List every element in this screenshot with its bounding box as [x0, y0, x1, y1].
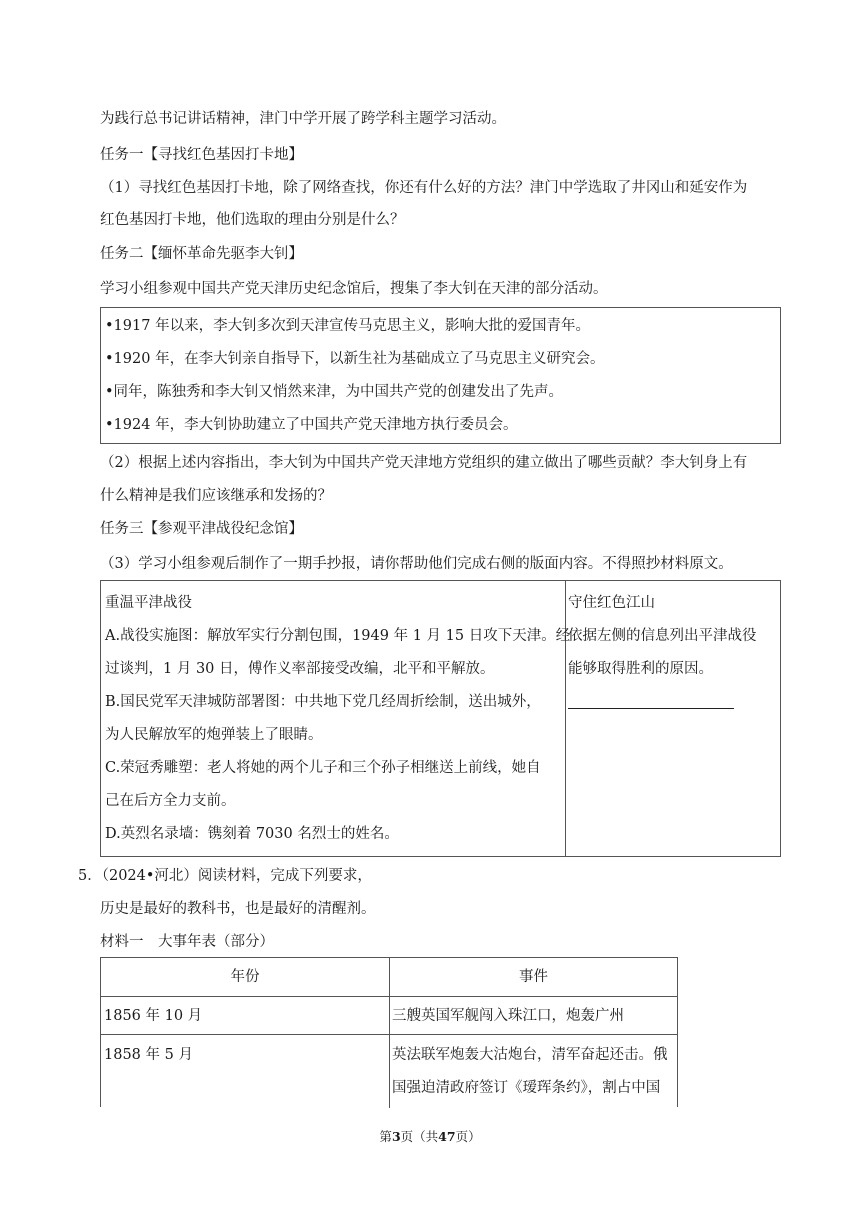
header-row-divider — [101, 996, 677, 997]
task2-title: 任务二【缅怀革命先驱李大钊】 — [100, 246, 303, 262]
task3-title: 任务三【参观平津战役纪念馆】 — [100, 521, 303, 537]
footer-text: 页（共 — [400, 1129, 439, 1144]
left-cell-line: B.国民党军天津城防部署图：中共地下党几经周折绘制，送出城外， — [105, 694, 541, 710]
page-footer — [0, 1128, 860, 1146]
right-cell-line: 能够取得胜利的原因。 — [568, 661, 713, 677]
column-header-event: 事件 — [519, 969, 548, 985]
footer-text: 第 — [379, 1129, 392, 1144]
task2-question-line1: （2）根据上述内容指出，李大钊为中国共产党天津地方党组织的建立做出了哪些贡献？李大钊身上有 — [100, 455, 748, 471]
material-bullet: •1917 年以来，李大钊多次到天津宣传马克思主义，影响大批的爱国青年。 — [105, 318, 591, 334]
left-cell-line: 重温平津战役 — [105, 595, 192, 611]
newspaper-table — [100, 580, 781, 857]
intro-text: 为践行总书记讲话精神，津门中学开展了跨学科主题学习活动。 — [100, 111, 506, 127]
task3-question: （3）学习小组参观后制作了一期手抄报，请你帮助他们完成右侧的版面内容。不得照抄材料原文。 — [100, 556, 733, 572]
answer-blank-line[interactable] — [568, 708, 734, 709]
table-row-event: 国强迫清政府签订《瑷珲条约》，割占中国 — [392, 1080, 661, 1096]
left-cell-line: D.英烈名录墙：镌刻着 7030 名烈士的姓名。 — [105, 826, 399, 842]
material-bullet: •1920 年，在李大钊亲自指导下，以新生社为基础成立了马克思主义研究会。 — [105, 351, 605, 367]
left-cell-line: 己在后方全力支前。 — [105, 793, 236, 809]
left-cell-line: A.战役实施图：解放军实行分割包围，1949 年 1 月 15 日攻下天津。经 — [105, 628, 571, 644]
footer-text: 页） — [455, 1129, 481, 1144]
q5-header: 5．（2024•河北）阅读材料，完成下列要求， — [78, 868, 372, 884]
task2-question-line2: 什么精神是我们应该继承和发扬的？ — [100, 488, 332, 504]
row-divider — [101, 1034, 677, 1035]
left-cell-line: 过谈判，1 月 30 日，傅作义率部接受改编，北平和平解放。 — [105, 661, 495, 677]
table-divider — [565, 581, 566, 856]
chronology-table — [100, 957, 678, 1107]
task1-question-line2: 红色基因打卡地，他们选取的理由分别是什么？ — [100, 212, 405, 228]
column-header-year: 年份 — [230, 969, 260, 985]
current-page-number: 3 — [391, 1129, 401, 1144]
right-cell-line: 依据左侧的信息列出平津战役 — [568, 628, 757, 644]
q5-material-title: 材料一 大事年表（部分） — [100, 934, 274, 950]
task1-question-line1: （1）寻找红色基因打卡地，除了网络查找，你还有什么好的方法？津门中学选取了井冈山和延安作为 — [100, 180, 748, 196]
left-cell-line: 为人民解放军的炮弹装上了眼睛。 — [105, 727, 323, 743]
task1-title: 任务一【寻找红色基因打卡地】 — [100, 147, 303, 163]
left-cell-line: C.荣冠秀雕塑：老人将她的两个儿子和三个孙子相继送上前线，她自 — [105, 760, 541, 776]
material-bullet: •1924 年，李大钊协助建立了中国共产党天津地方执行委员会。 — [105, 417, 518, 433]
right-cell-line: 守住红色江山 — [568, 595, 655, 611]
table-row-event: 三艘英国军舰闯入珠江口，炮轰广州 — [392, 1008, 624, 1024]
table-row-year: 1858 年 5 月 — [104, 1047, 193, 1063]
table-row-event: 英法联军炮轰大沽炮台，清军奋起还击。俄 — [392, 1047, 668, 1063]
material-bullet: •同年，陈独秀和李大钊又悄然来津，为中国共产党的创建发出了先声。 — [105, 384, 564, 400]
total-page-number: 47 — [438, 1129, 456, 1144]
task2-lead: 学习小组参观中国共产党天津历史纪念馆后，搜集了李大钊在天津的部分活动。 — [100, 281, 608, 297]
q5-sentence: 历史是最好的教科书，也是最好的清醒剂。 — [100, 901, 376, 917]
lidazhao-material-box — [100, 307, 781, 444]
table-row-year: 1856 年 10 月 — [104, 1008, 203, 1024]
